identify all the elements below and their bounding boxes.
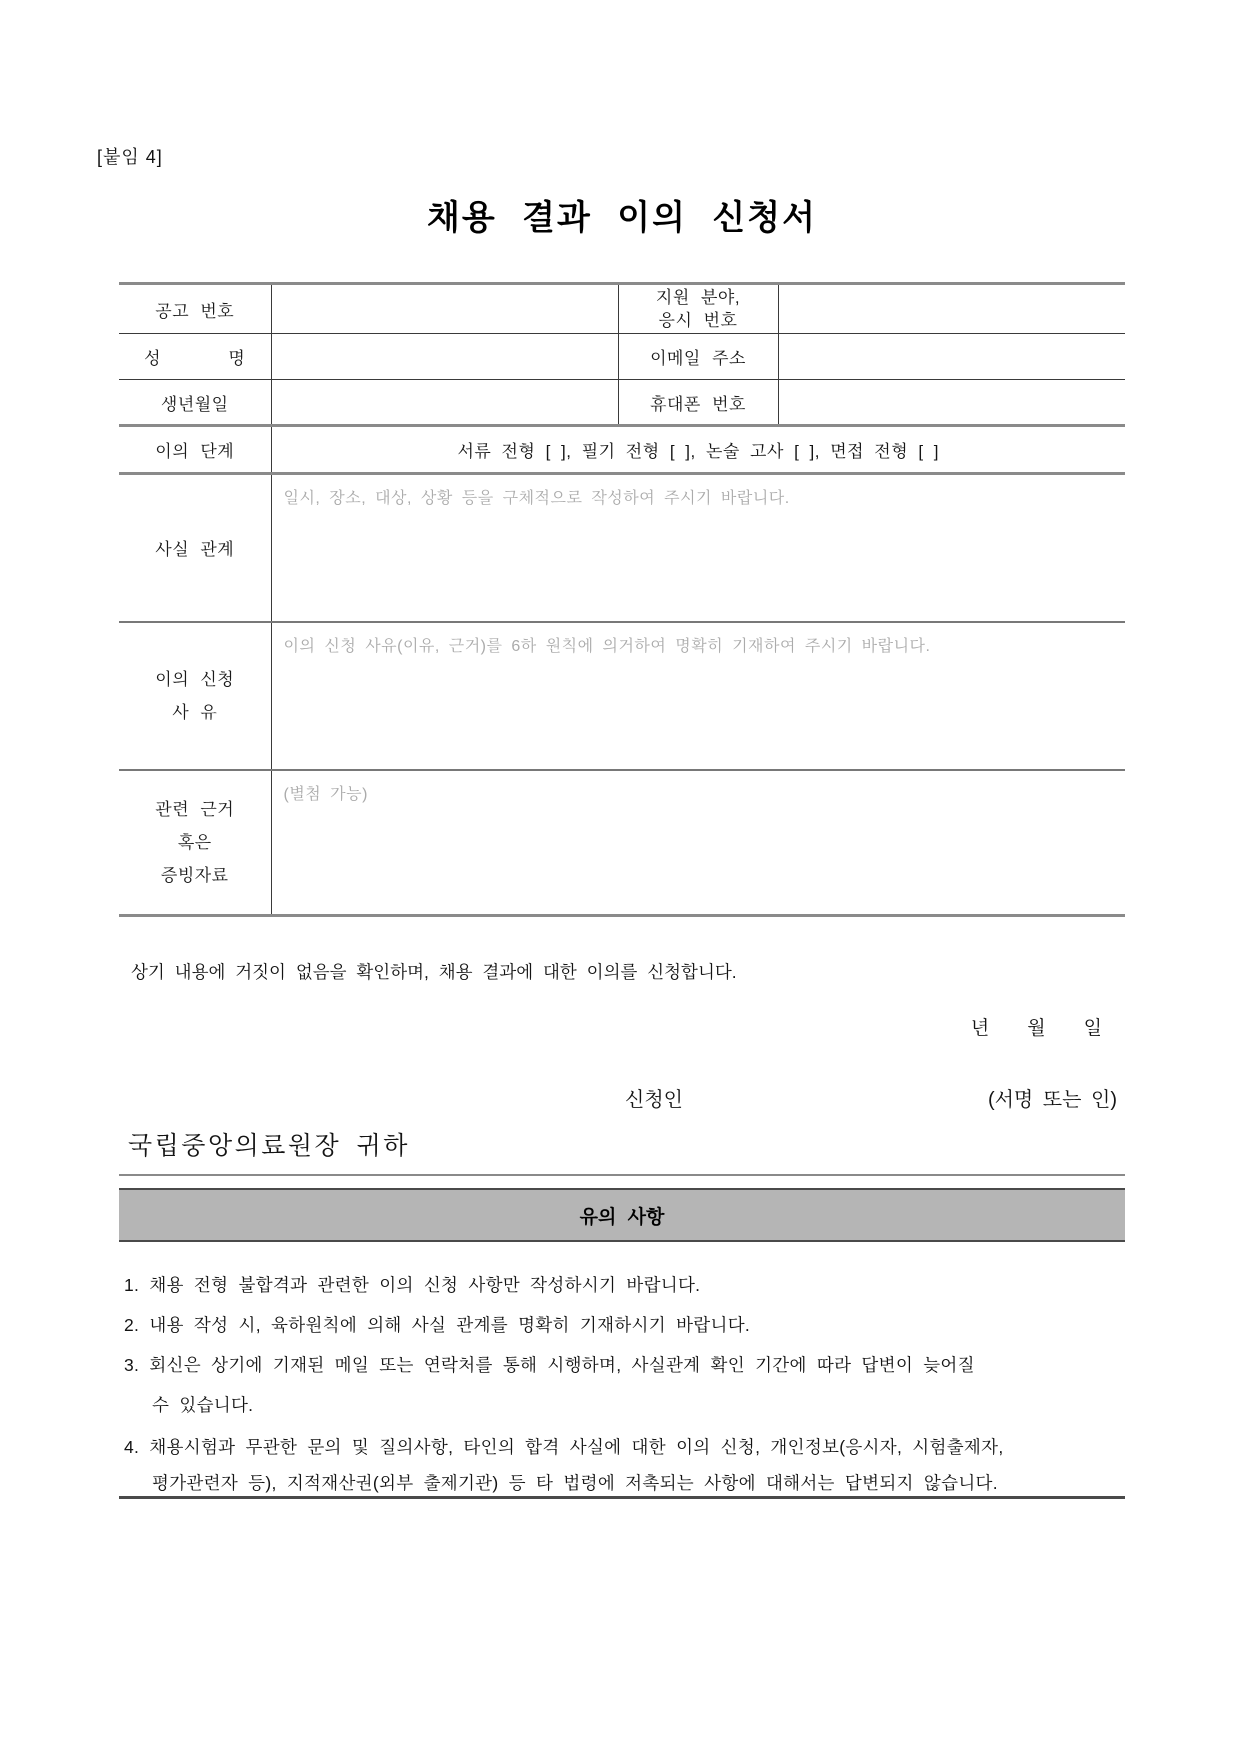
stage-checkbox-options[interactable]: 서류 전형 [ ], 필기 전형 [ ], 논술 고사 [ ], 면접 전형 [ ] bbox=[271, 426, 1125, 474]
row-reason bbox=[119, 622, 1125, 770]
evidence-label-line1: 관련 근거 bbox=[155, 799, 235, 819]
name-input[interactable] bbox=[271, 334, 618, 380]
notice-item-4-line1: 4. 채용시험과 무관한 문의 및 질의사항, 타인의 합격 사실에 대한 이의 신청, 개인정보(응시자, 시험출제자, bbox=[124, 1437, 1004, 1457]
notice-number-label: 공고 번호 bbox=[119, 284, 271, 334]
facts-placeholder: 일시, 장소, 대상, 상황 등을 구체적으로 작성하여 주시기 바랍니다. bbox=[283, 490, 790, 507]
date-line bbox=[119, 1013, 1125, 1040]
reason-label bbox=[119, 622, 271, 770]
objection-form-table bbox=[119, 282, 1125, 917]
reason-label-line1: 이의 신청 bbox=[155, 669, 235, 689]
phone-label: 휴대폰 번호 bbox=[618, 380, 778, 426]
day-label[interactable]: 일 bbox=[1083, 1018, 1102, 1039]
birth-input[interactable] bbox=[271, 380, 618, 426]
reason-input[interactable] bbox=[271, 622, 1125, 770]
evidence-label bbox=[119, 770, 271, 916]
recipient-line: 국립중앙의료원장 귀하 bbox=[128, 1132, 410, 1160]
reason-placeholder: 이의 신청 사유(이유, 근거)를 6하 원칙에 의거하여 명확히 기재하여 주시기 바랍니다. bbox=[283, 637, 931, 655]
row-stage bbox=[119, 426, 1125, 474]
notice-item-2: 2. 내용 작성 시, 육하원칙에 의해 사실 관계를 명확히 기재하시기 바랍니다. bbox=[124, 1315, 751, 1335]
phone-input[interactable] bbox=[778, 380, 1125, 426]
name-label: 성 명 bbox=[119, 334, 271, 380]
row-notice-number bbox=[119, 284, 1125, 334]
notice-number-input[interactable] bbox=[271, 284, 618, 334]
month-label[interactable]: 월 bbox=[1027, 1018, 1046, 1039]
notice-item-3-line2: 수 있습니다. bbox=[152, 1395, 254, 1415]
notice-item-3-line1: 3. 회신은 상기에 기재된 메일 또는 연락처를 통해 시행하며, 사실관계 확인 기간에 따라 답변이 늦어질 bbox=[124, 1355, 975, 1375]
facts-input[interactable] bbox=[271, 474, 1125, 622]
year-label[interactable]: 년 bbox=[970, 1018, 990, 1039]
divider-rule-top bbox=[119, 1174, 1125, 1176]
row-name bbox=[119, 334, 1125, 380]
notice-item-1: 1. 채용 전형 불합격과 관련한 이의 신청 사항만 작성하시기 바랍니다. bbox=[124, 1275, 701, 1295]
apply-field-input[interactable] bbox=[778, 284, 1125, 334]
stage-label: 이의 단계 bbox=[119, 426, 271, 474]
evidence-label-line3: 증빙자료 bbox=[160, 865, 229, 885]
email-input[interactable] bbox=[778, 334, 1125, 380]
row-birth bbox=[119, 380, 1125, 426]
notice-item-4-line2: 평가관련자 등), 지적재산권(외부 출제기관) 등 타 법령에 저촉되는 사항에 대해서는 답변되지 않습니다. bbox=[152, 1473, 998, 1493]
apply-field-label-line1: 지원 분야, bbox=[655, 288, 741, 307]
signature-hint[interactable]: (서명 또는 인) bbox=[987, 1089, 1117, 1111]
signature-row bbox=[119, 1083, 1125, 1113]
apply-field-label-line2: 응시 번호 bbox=[658, 311, 738, 330]
facts-label: 사실 관계 bbox=[119, 474, 271, 622]
row-facts bbox=[119, 474, 1125, 622]
apply-field-label bbox=[618, 284, 778, 334]
evidence-label-line2: 혹은 bbox=[177, 832, 212, 852]
email-label: 이메일 주소 bbox=[618, 334, 778, 380]
attachment-label: [붙임 4] bbox=[97, 147, 163, 167]
row-evidence bbox=[119, 770, 1125, 916]
evidence-placeholder: (별첨 가능) bbox=[283, 785, 368, 803]
applicant-label: 신청인 bbox=[625, 1089, 683, 1111]
evidence-input[interactable] bbox=[271, 770, 1125, 916]
declaration-statement: 상기 내용에 거짓이 없음을 확인하며, 채용 결과에 대한 이의를 신청합니다. bbox=[131, 962, 737, 982]
notice-header-bar bbox=[119, 1188, 1125, 1242]
notice-title: 유의 사항 bbox=[579, 1206, 665, 1228]
birth-label: 생년월일 bbox=[119, 380, 271, 426]
divider-rule-bottom bbox=[119, 1496, 1125, 1499]
reason-label-line2: 사 유 bbox=[172, 702, 218, 722]
page-title: 채용 결과 이의 신청서 bbox=[427, 199, 817, 237]
